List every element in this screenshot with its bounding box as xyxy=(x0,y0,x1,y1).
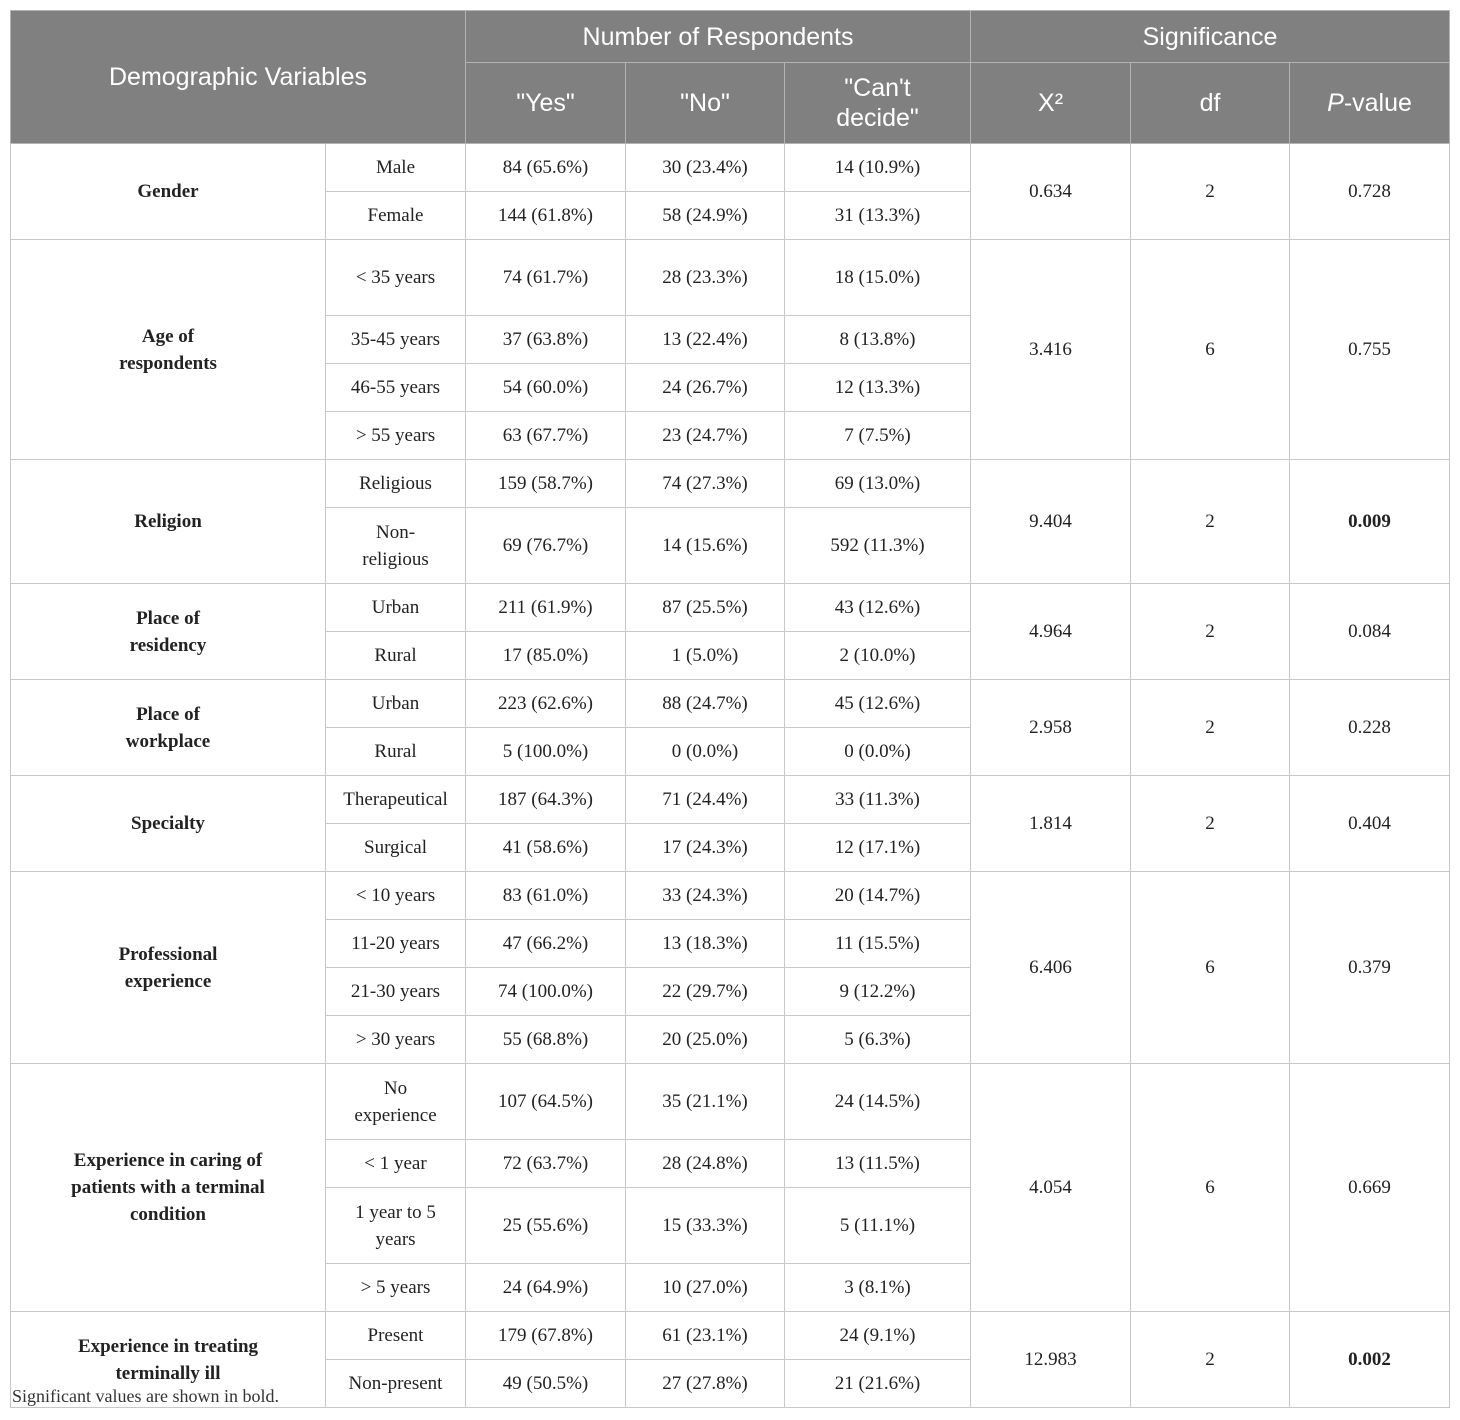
cell-yes: 74 (100.0%) xyxy=(466,968,626,1016)
cell-cant-decide: 45 (12.6%) xyxy=(785,680,971,728)
table-footnote: Significant values are shown in bold. xyxy=(12,1386,279,1406)
subgroup-label: > 55 years xyxy=(326,412,466,460)
cell-no: 13 (22.4%) xyxy=(626,316,785,364)
table-container xyxy=(10,10,1449,1408)
header-cant-decide: "Can't decide" xyxy=(785,63,971,144)
cell-no: 28 (24.8%) xyxy=(626,1140,785,1188)
cell-cant-decide: 43 (12.6%) xyxy=(785,584,971,632)
group-name: Experience in caring of patients with a terminal condition xyxy=(11,1064,326,1312)
cell-yes: 47 (66.2%) xyxy=(466,920,626,968)
cell-cant-decide: 8 (13.8%) xyxy=(785,316,971,364)
cell-df: 2 xyxy=(1131,584,1290,680)
table-row xyxy=(11,144,1450,192)
cell-no: 33 (24.3%) xyxy=(626,872,785,920)
table-row xyxy=(11,680,1450,728)
results-table xyxy=(10,10,1450,1408)
table-row xyxy=(11,584,1450,632)
subgroup-label: Rural xyxy=(326,632,466,680)
cell-chi-square: 2.958 xyxy=(971,680,1131,776)
cell-no: 1 (5.0%) xyxy=(626,632,785,680)
cell-cant-decide: 69 (13.0%) xyxy=(785,460,971,508)
subgroup-label: > 30 years xyxy=(326,1016,466,1064)
cell-no: 87 (25.5%) xyxy=(626,584,785,632)
cell-df: 2 xyxy=(1131,1312,1290,1408)
cell-no: 0 (0.0%) xyxy=(626,728,785,776)
cell-no: 20 (25.0%) xyxy=(626,1016,785,1064)
cell-p-value: 0.728 xyxy=(1290,144,1450,240)
cell-df: 2 xyxy=(1131,680,1290,776)
subgroup-label: Male xyxy=(326,144,466,192)
cell-yes: 63 (67.7%) xyxy=(466,412,626,460)
cell-chi-square: 9.404 xyxy=(971,460,1131,584)
cell-no: 61 (23.1%) xyxy=(626,1312,785,1360)
table-row xyxy=(11,872,1450,920)
cell-cant-decide: 18 (15.0%) xyxy=(785,240,971,316)
cell-no: 13 (18.3%) xyxy=(626,920,785,968)
cell-chi-square: 4.964 xyxy=(971,584,1131,680)
cell-yes: 54 (60.0%) xyxy=(466,364,626,412)
subgroup-label: Urban xyxy=(326,680,466,728)
cell-no: 28 (23.3%) xyxy=(626,240,785,316)
cell-no: 24 (26.7%) xyxy=(626,364,785,412)
group-name: Gender xyxy=(11,144,326,240)
cell-p-value: 0.669 xyxy=(1290,1064,1450,1312)
header-yes: "Yes" xyxy=(466,63,626,144)
cell-yes: 84 (65.6%) xyxy=(466,144,626,192)
cell-no: 30 (23.4%) xyxy=(626,144,785,192)
table-row xyxy=(11,1312,1450,1360)
cell-cant-decide: 20 (14.7%) xyxy=(785,872,971,920)
cell-df: 2 xyxy=(1131,460,1290,584)
cell-no: 27 (27.8%) xyxy=(626,1360,785,1408)
subgroup-label: Surgical xyxy=(326,824,466,872)
subgroup-label: < 10 years xyxy=(326,872,466,920)
header-df: df xyxy=(1131,63,1290,144)
cell-p-value: 0.379 xyxy=(1290,872,1450,1064)
cell-no: 14 (15.6%) xyxy=(626,508,785,584)
subgroup-label: Therapeutical xyxy=(326,776,466,824)
cell-chi-square: 4.054 xyxy=(971,1064,1131,1312)
subgroup-label: 46-55 years xyxy=(326,364,466,412)
group-name: Professional experience xyxy=(11,872,326,1064)
cell-yes: 41 (58.6%) xyxy=(466,824,626,872)
cell-chi-square: 1.814 xyxy=(971,776,1131,872)
cell-yes: 25 (55.6%) xyxy=(466,1188,626,1264)
table-row xyxy=(11,1064,1450,1140)
cell-no: 23 (24.7%) xyxy=(626,412,785,460)
cell-no: 35 (21.1%) xyxy=(626,1064,785,1140)
cell-df: 6 xyxy=(1131,1064,1290,1312)
cell-yes: 211 (61.9%) xyxy=(466,584,626,632)
header-demographic: Demographic Variables xyxy=(11,11,466,144)
cell-yes: 17 (85.0%) xyxy=(466,632,626,680)
group-name: Place of workplace xyxy=(11,680,326,776)
table-body xyxy=(11,144,1450,1408)
cell-yes: 83 (61.0%) xyxy=(466,872,626,920)
cell-chi-square: 6.406 xyxy=(971,872,1131,1064)
cell-cant-decide: 12 (13.3%) xyxy=(785,364,971,412)
cell-yes: 159 (58.7%) xyxy=(466,460,626,508)
cell-yes: 74 (61.7%) xyxy=(466,240,626,316)
cell-yes: 72 (63.7%) xyxy=(466,1140,626,1188)
cell-cant-decide: 5 (11.1%) xyxy=(785,1188,971,1264)
cell-yes: 69 (76.7%) xyxy=(466,508,626,584)
subgroup-label: Urban xyxy=(326,584,466,632)
cell-no: 22 (29.7%) xyxy=(626,968,785,1016)
subgroup-label: 35-45 years xyxy=(326,316,466,364)
cell-cant-decide: 5 (6.3%) xyxy=(785,1016,971,1064)
cell-yes: 37 (63.8%) xyxy=(466,316,626,364)
cell-p-value: 0.002 xyxy=(1290,1312,1450,1408)
group-name: Religion xyxy=(11,460,326,584)
cell-p-value: 0.755 xyxy=(1290,240,1450,460)
cell-cant-decide: 592 (11.3%) xyxy=(785,508,971,584)
subgroup-label: > 5 years xyxy=(326,1264,466,1312)
header-chi-square: X² xyxy=(971,63,1131,144)
subgroup-label: Female xyxy=(326,192,466,240)
cell-no: 10 (27.0%) xyxy=(626,1264,785,1312)
table-row xyxy=(11,460,1450,508)
subgroup-label: < 35 years xyxy=(326,240,466,316)
subgroup-label: Rural xyxy=(326,728,466,776)
cell-no: 17 (24.3%) xyxy=(626,824,785,872)
cell-cant-decide: 21 (21.6%) xyxy=(785,1360,971,1408)
cell-cant-decide: 0 (0.0%) xyxy=(785,728,971,776)
cell-yes: 144 (61.8%) xyxy=(466,192,626,240)
cell-yes: 5 (100.0%) xyxy=(466,728,626,776)
cell-p-value: 0.009 xyxy=(1290,460,1450,584)
cell-yes: 49 (50.5%) xyxy=(466,1360,626,1408)
group-name: Experience in treating terminally ill xyxy=(11,1312,326,1408)
subgroup-label: 11-20 years xyxy=(326,920,466,968)
group-name: Place of residency xyxy=(11,584,326,680)
subgroup-label: Non-religious xyxy=(326,508,466,584)
cell-yes: 107 (64.5%) xyxy=(466,1064,626,1140)
subgroup-label: 1 year to 5 years xyxy=(326,1188,466,1264)
subgroup-label: < 1 year xyxy=(326,1140,466,1188)
cell-chi-square: 12.983 xyxy=(971,1312,1131,1408)
subgroup-label: Religious xyxy=(326,460,466,508)
cell-no: 58 (24.9%) xyxy=(626,192,785,240)
cell-chi-square: 0.634 xyxy=(971,144,1131,240)
cell-p-value: 0.228 xyxy=(1290,680,1450,776)
cell-df: 2 xyxy=(1131,776,1290,872)
subgroup-label: Present xyxy=(326,1312,466,1360)
table-row xyxy=(11,776,1450,824)
cell-cant-decide: 3 (8.1%) xyxy=(785,1264,971,1312)
cell-no: 71 (24.4%) xyxy=(626,776,785,824)
cell-chi-square: 3.416 xyxy=(971,240,1131,460)
subgroup-label: 21-30 years xyxy=(326,968,466,1016)
header-p-rest: -value xyxy=(1343,89,1412,117)
subgroup-label: No experience xyxy=(326,1064,466,1140)
cell-yes: 55 (68.8%) xyxy=(466,1016,626,1064)
header-respondents: Number of Respondents xyxy=(466,11,971,63)
cell-cant-decide: 9 (12.2%) xyxy=(785,968,971,1016)
cell-cant-decide: 14 (10.9%) xyxy=(785,144,971,192)
header-p-italic: P xyxy=(1327,89,1344,117)
table-row xyxy=(11,240,1450,316)
cell-df: 6 xyxy=(1131,872,1290,1064)
cell-cant-decide: 24 (14.5%) xyxy=(785,1064,971,1140)
cell-cant-decide: 31 (13.3%) xyxy=(785,192,971,240)
cell-yes: 179 (67.8%) xyxy=(466,1312,626,1360)
cell-p-value: 0.084 xyxy=(1290,584,1450,680)
cell-yes: 223 (62.6%) xyxy=(466,680,626,728)
header-p-value xyxy=(1290,63,1450,144)
cell-no: 15 (33.3%) xyxy=(626,1188,785,1264)
cell-df: 6 xyxy=(1131,240,1290,460)
cell-cant-decide: 13 (11.5%) xyxy=(785,1140,971,1188)
cell-cant-decide: 24 (9.1%) xyxy=(785,1312,971,1360)
cell-cant-decide: 12 (17.1%) xyxy=(785,824,971,872)
cell-yes: 24 (64.9%) xyxy=(466,1264,626,1312)
cell-no: 88 (24.7%) xyxy=(626,680,785,728)
cell-no: 74 (27.3%) xyxy=(626,460,785,508)
cell-cant-decide: 33 (11.3%) xyxy=(785,776,971,824)
cell-df: 2 xyxy=(1131,144,1290,240)
cell-p-value: 0.404 xyxy=(1290,776,1450,872)
group-name: Specialty xyxy=(11,776,326,872)
cell-yes: 187 (64.3%) xyxy=(466,776,626,824)
cell-cant-decide: 11 (15.5%) xyxy=(785,920,971,968)
cell-cant-decide: 2 (10.0%) xyxy=(785,632,971,680)
subgroup-label: Non-present xyxy=(326,1360,466,1408)
cell-cant-decide: 7 (7.5%) xyxy=(785,412,971,460)
header-significance: Significance xyxy=(971,11,1450,63)
group-name: Age of respondents xyxy=(11,240,326,460)
header-no: "No" xyxy=(626,63,785,144)
